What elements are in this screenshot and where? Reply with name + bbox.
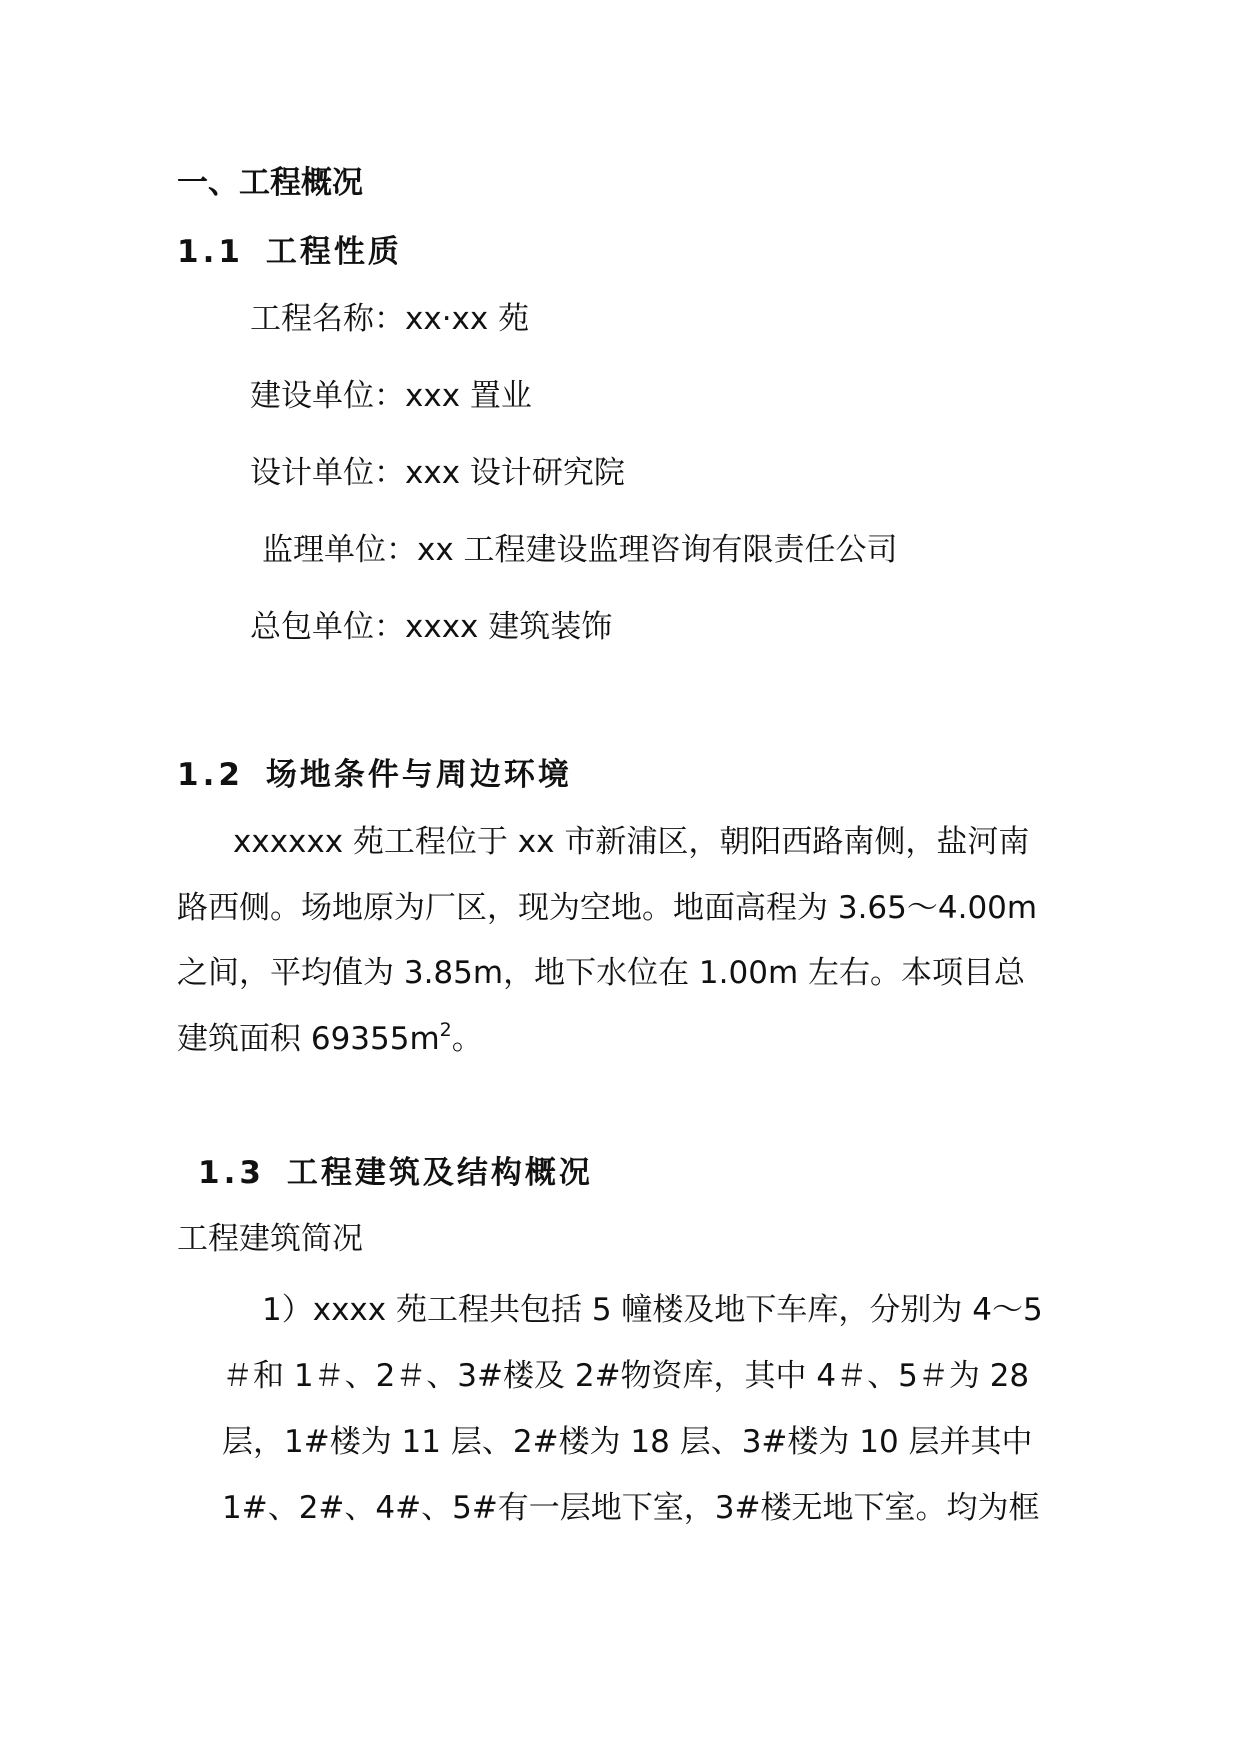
- subsection-title: 工程性质: [265, 234, 402, 270]
- project-name-line: 工程名称：xx·xx 苑: [250, 301, 530, 337]
- subsection-heading-1-3: [198, 1155, 593, 1191]
- subsection-title: 工程建筑及结构概况: [286, 1155, 593, 1191]
- sentence-end: 。: [451, 1021, 483, 1057]
- floor-area-text: 建筑面积 69355m: [177, 1021, 440, 1057]
- building-overview-subtitle: 工程建筑简况: [177, 1221, 363, 1257]
- building-paragraph-line: 1）xxxx 苑工程共包括 5 幢楼及地下车库，分别为 4～5: [262, 1292, 1043, 1328]
- subsection-number: 1.3: [198, 1155, 265, 1191]
- superscript-unit: 2: [439, 1019, 452, 1041]
- building-paragraph-line: 层，1#楼为 11 层、2#楼为 18 层、3#楼为 10 层并其中: [222, 1424, 1033, 1460]
- subsection-title: 场地条件与周边环境: [265, 757, 572, 793]
- subsection-heading-1-2: [177, 757, 572, 793]
- site-paragraph-line: xxxxxx 苑工程位于 xx 市新浦区，朝阳西路南侧，盐河南: [233, 824, 1030, 860]
- developer-line: 建设单位：xxx 置业: [250, 378, 532, 414]
- subsection-heading-1-1: [177, 234, 402, 270]
- site-paragraph-line: 之间，平均值为 3.85m，地下水位在 1.00m 左右。本项目总: [177, 955, 1026, 991]
- designer-line: 设计单位：xxx 设计研究院: [250, 455, 625, 491]
- section-heading: 一、工程概况: [177, 165, 363, 201]
- subsection-number: 1.2: [177, 757, 244, 793]
- contractor-line: 总包单位：xxxx 建筑装饰: [250, 609, 613, 645]
- subsection-number: 1.1: [177, 234, 244, 270]
- supervisor-line: 监理单位：xx 工程建设监理咨询有限责任公司: [262, 532, 898, 568]
- site-paragraph-line: 路西侧。场地原为厂区，现为空地。地面高程为 3.65～4.00m: [177, 890, 1038, 926]
- building-paragraph-line: ＃和 1＃、2＃、3#楼及 2#物资库，其中 4＃、5＃为 28: [222, 1358, 1030, 1394]
- building-paragraph-line: 1#、2#、4#、5#有一层地下室，3#楼无地下室。均为框: [222, 1490, 1040, 1526]
- site-paragraph-line: [177, 1019, 483, 1057]
